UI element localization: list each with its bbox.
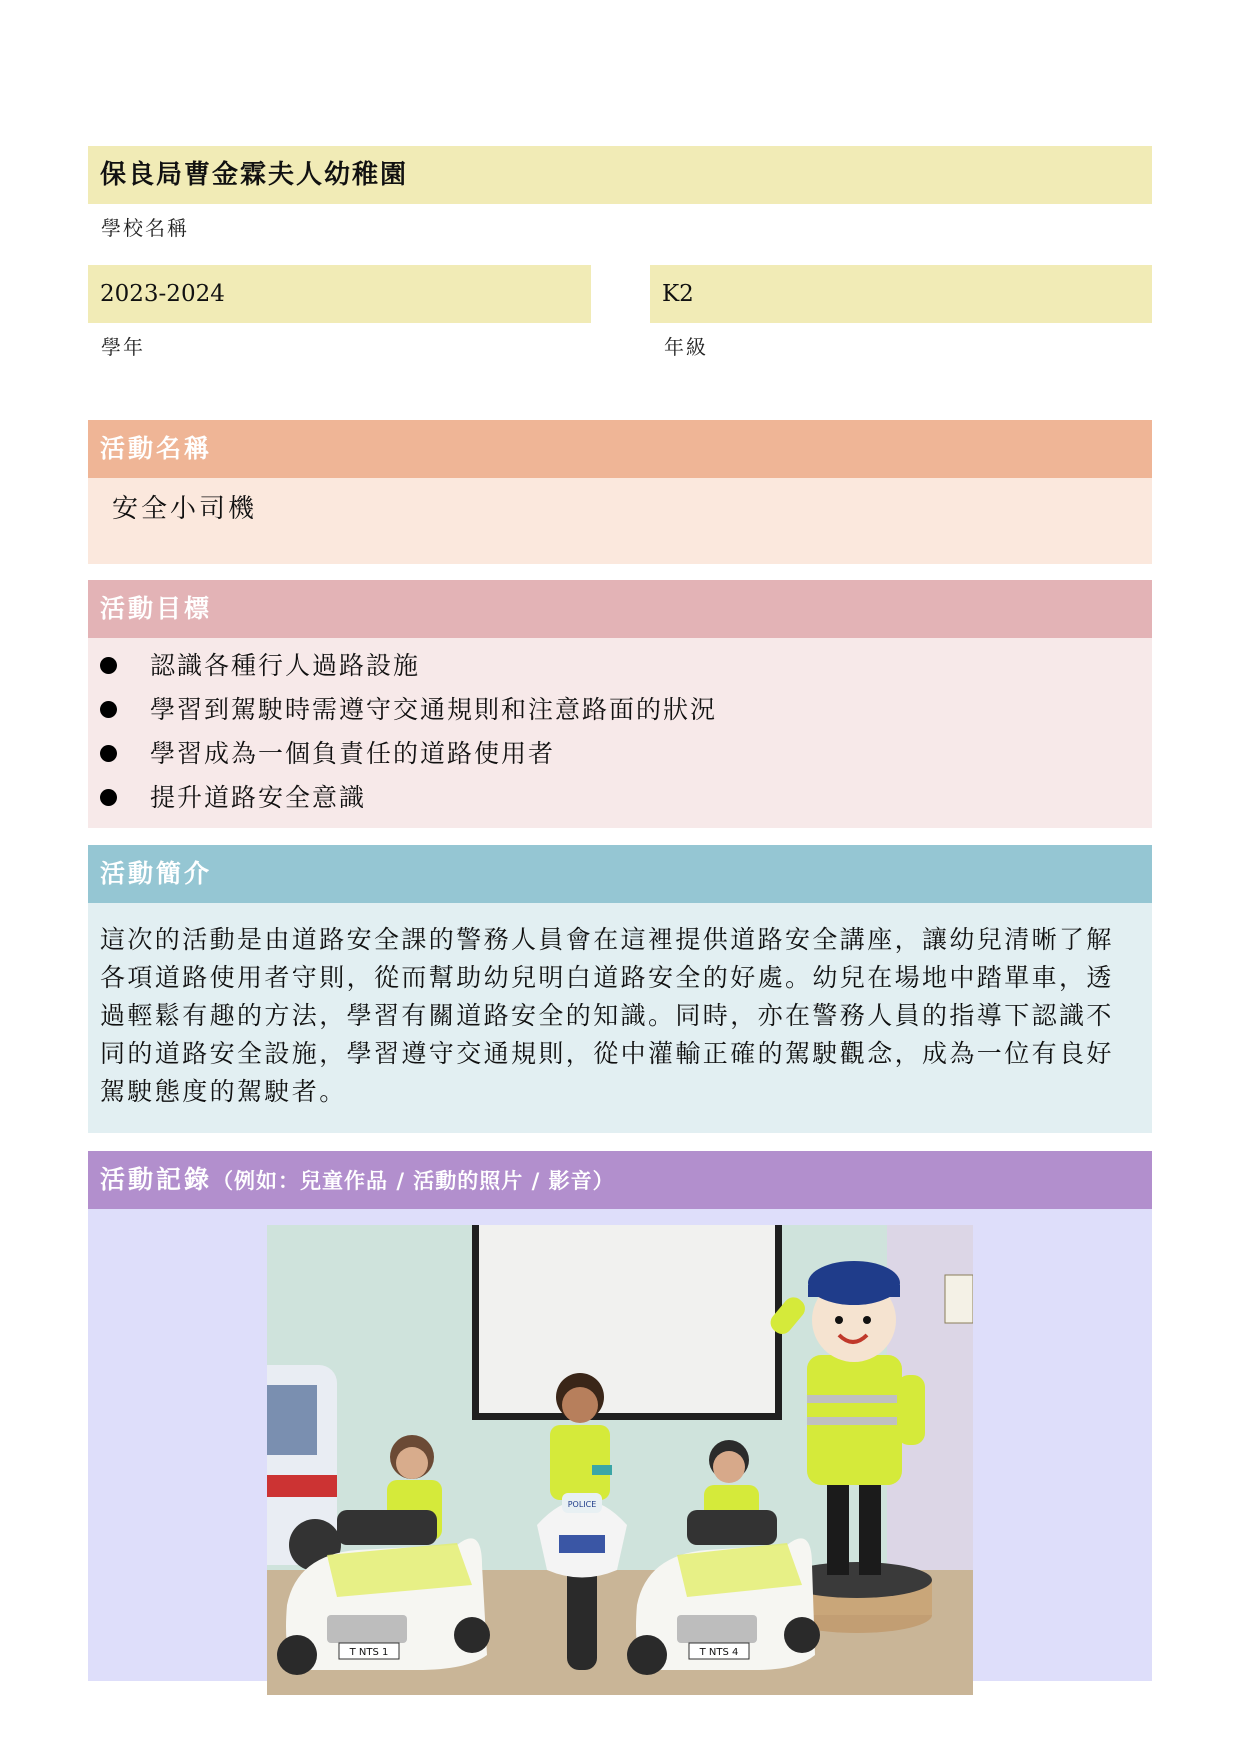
school-year-caption: 學年 [101,335,145,359]
objective-text: 提升道路安全意識 [150,783,367,812]
records-header [88,1151,1152,1209]
activity-name-body [88,478,1152,564]
school-year-value: 2023-2024 [100,281,225,307]
objective-text: 學習到駕駛時需遵守交通規則和注意路面的狀況 [150,695,718,724]
objectives-body [88,638,1152,828]
objective-text: 學習成為一個負責任的道路使用者 [150,739,556,768]
objective-item [88,732,1152,776]
introduction-header: 活動簡介 [88,845,1152,903]
school-name-bar [88,146,1152,204]
objectives-header: 活動目標 [88,580,1152,638]
objective-item [88,688,1152,732]
objective-text: 認識各種行人過路設施 [150,651,421,680]
activity-photo-illustration [267,1225,973,1695]
objectives-list [88,644,1152,820]
car-plate-right: T NTS 4 [699,1647,739,1658]
grade-caption: 年級 [664,335,708,359]
bullet-icon [100,789,117,806]
bullet-icon [100,701,117,718]
introduction-text: 這次的活動是由道路安全課的警務人員會在這裡提供道路安全講座，讓幼兒清晰了解各項道路使用者守則，從而幫助幼兒明白道路安全的好處。幼兒在場地中踏單車，透過輕鬆有趣的方法，學習有關道路安全的知識。同時，亦在警務人員的指導下認識不同的道路安全設施，學習遵守交通規則，從中灌輸正確的駕駛觀念，成為一位有良好駕駛態度的駕駛者。 [100,925,1114,1106]
objective-item [88,644,1152,688]
activity-photo [267,1225,973,1695]
car-plate-left: T NTS 1 [349,1647,389,1658]
activity-name-header: 活動名稱 [88,420,1152,478]
objective-item [88,776,1152,820]
school-name-caption: 學校名稱 [101,216,189,240]
school-name: 保良局曹金霖夫人幼稚園 [100,160,409,190]
grade-bar [650,265,1152,323]
records-note: （例如：兒童作品 / 活動的照片 / 影音） [212,1168,615,1193]
activity-name-value: 安全小司機 [112,494,258,524]
grade-value: K2 [662,281,694,307]
records-title: 活動記錄 [100,1165,213,1194]
bullet-icon [100,657,117,674]
introduction-body [88,903,1152,1133]
bullet-icon [100,745,117,762]
school-year-bar [88,265,591,323]
police-label: POLICE [567,1500,597,1509]
